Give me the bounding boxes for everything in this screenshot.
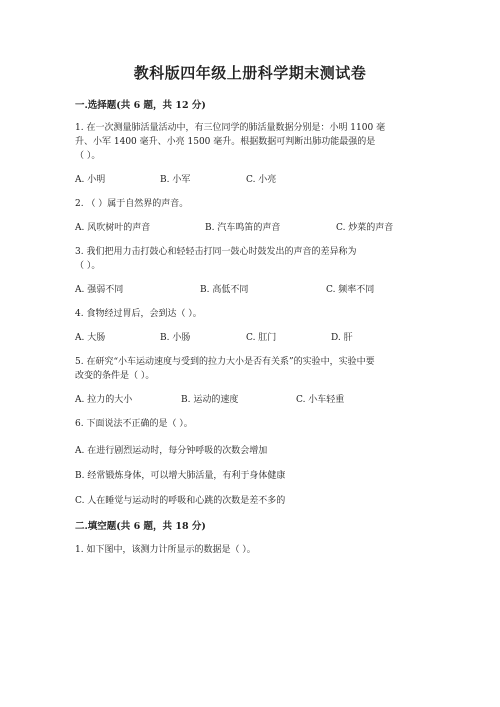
question-6-line-1: 6. 下面说法不正确的是（ ）。 <box>75 419 193 429</box>
fill-question-1-line-1: 1. 如下图中，该测力计所显示的数据是（ ）。 <box>75 545 256 555</box>
question-1-option-b: B. 小军 <box>160 175 191 185</box>
question-3-line-1: 3. 我们把用力击打鼓心和轻轻击打同一鼓心时鼓发出的声音的差异称为 <box>75 247 357 257</box>
question-4-line-1: 4. 食物经过胃后，会到达（ ）。 <box>75 309 202 319</box>
exam-title: 教科版四年级上册科学期末测试卷 <box>133 64 367 82</box>
question-2-line-1: 2. （ ）属于自然界的声音。 <box>75 199 189 209</box>
question-3-option-c: C. 频率不同 <box>326 285 375 295</box>
question-4-option-a: A. 大肠 <box>75 333 106 343</box>
question-5-line-1: 5. 在研究“小车运动速度与受到的拉力大小是否有关系”的实验中，实验中要 <box>75 357 375 367</box>
question-5-option-b: B. 运动的速度 <box>181 395 239 405</box>
section-heading-choice: 一.选择题(共 6 题，共 12 分) <box>75 100 206 111</box>
question-4-option-b: B. 小肠 <box>160 333 191 343</box>
question-6-option-b: B. 经常锻炼身体，可以增大肺活量，有利于身体健康 <box>75 471 286 481</box>
question-5-option-c: C. 小车轻重 <box>296 395 345 405</box>
question-1-option-c: C. 小亮 <box>246 175 277 185</box>
question-5-line-2: 改变的条件是（ ）。 <box>75 371 155 381</box>
question-4-option-d: D. 肝 <box>331 333 353 343</box>
question-3-option-b: B. 高低不同 <box>200 285 249 295</box>
question-3-line-2: （ ）。 <box>75 261 101 271</box>
question-2-option-a: A. 风吹树叶的声音 <box>75 223 151 233</box>
section-heading-fill-in: 二.填空题(共 6 题，共 18 分) <box>75 521 206 532</box>
question-4-option-c: C. 肛门 <box>246 333 277 343</box>
question-6-option-c: C. 人在睡觉与运动时的呼吸和心跳的次数是差不多的 <box>75 496 286 506</box>
question-1-option-a: A. 小明 <box>75 175 106 185</box>
question-1-line-2: 升、小军 1400 毫升、小亮 1500 毫升。根据数据可判断出肺功能最强的是 <box>75 137 376 147</box>
question-1-line-3: （ ）。 <box>75 151 101 161</box>
question-2-option-b: B. 汽车鸣笛的声音 <box>205 223 281 233</box>
question-5-option-a: A. 拉力的大小 <box>75 395 133 405</box>
question-1-line-1: 1. 在一次测量肺活量活动中，有三位同学的肺活量数据分别是：小明 1100 毫 <box>75 123 386 133</box>
question-2-option-c: C. 炒菜的声音 <box>336 223 394 233</box>
question-6-option-a: A. 在进行剧烈运动时，每分钟呼吸的次数会增加 <box>75 446 268 456</box>
question-3-option-a: A. 强弱不同 <box>75 285 124 295</box>
